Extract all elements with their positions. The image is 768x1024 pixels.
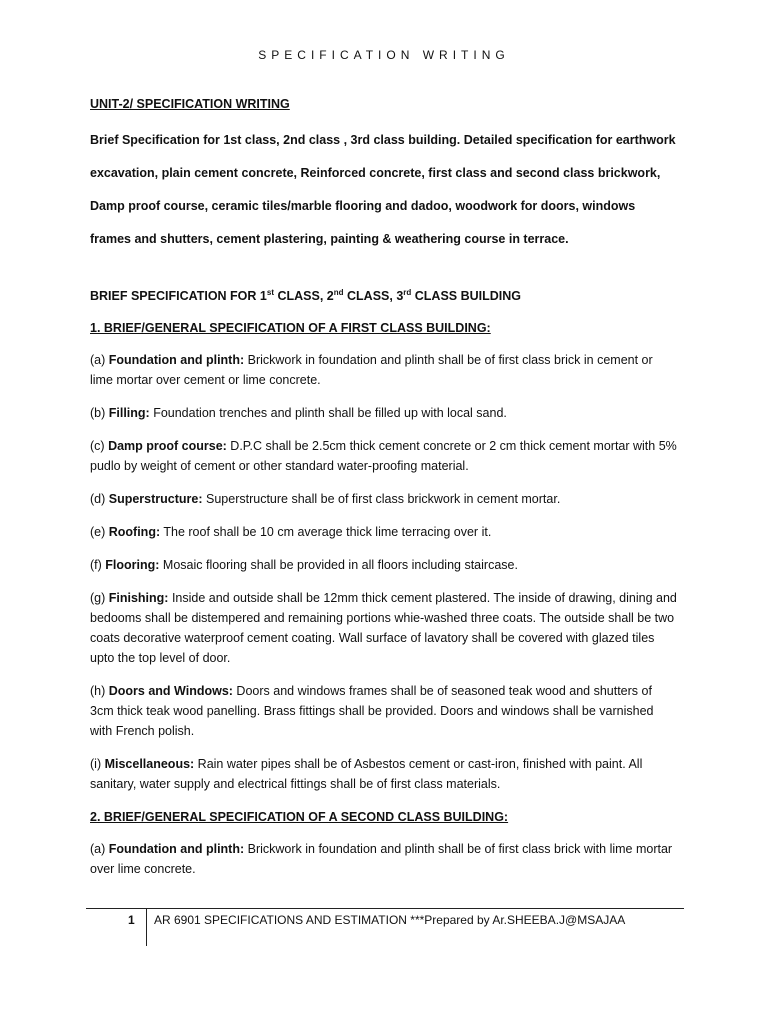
spec-item-foundation-second: (a) Foundation and plinth: Brickwork in foundation and plinth shall be of first class brick with lime mortar over lime concrete. [90,842,673,876]
unit-syllabus-intro: Brief Specification for 1st class, 2nd class , 3rd class building. Detailed specification for earthwork excavation, plain cement concrete, Reinforced concrete, first class and second class brickwork, Damp proof course, ceramic tiles/marble flooring and dadoo, woodwork for doors, windows frames and shutters, cement plastering, painting & weathering course in terrace. [90,133,676,246]
spec-item-doors-windows: (h) Doors and Windows: Doors and windows frames shall be of seasoned teak wood and shutters of 3cm thick teak wood panelling. Brass fittings shall be provided. Doors and windows shall be varnished with French polish. [90,684,654,738]
spec-item-finishing: (g) Finishing: Inside and outside shall be 12mm thick cement plastered. The inside of drawing, dining and bedooms shall be distempered and remaining portions whie-washed three coats. The outside shall be two coats decorative waterproof cement coating. Wall surface of lavatory shall be covered with glazed tiles upto the top level of door. [90,591,677,665]
spec-item-foundation: (a) Foundation and plinth: Brickwork in foundation and plinth shall be of first class brick in cement or lime mortar over cement or lime concrete. [90,353,653,387]
spec-item-miscellaneous: (i) Miscellaneous: Rain water pipes shall be of Asbestos cement or cast-iron, finished with paint. All sanitary, water supply and electrical fittings shall be of first class materials. [90,757,643,791]
section-title: BRIEF SPECIFICATION FOR 1st CLASS, 2nd CLASS, 3rd CLASS BUILDING [90,287,522,303]
footer-vertical-divider [146,908,147,946]
first-class-heading: 1. BRIEF/GENERAL SPECIFICATION OF A FIRST CLASS BUILDING: [90,321,491,335]
page-number: 1 [128,913,135,927]
unit-title: UNIT-2/ SPECIFICATION WRITING [90,97,290,111]
spec-item-damp-proof-course: (c) Damp proof course: D.P.C shall be 2.5cm thick cement concrete or 2 cm thick cement mortar with 5% pudlo by weight of cement or other standard water-proofing material. [90,439,677,473]
footer-text: AR 6901 SPECIFICATIONS AND ESTIMATION ***Prepared by Ar.SHEEBA.J@MSAJAA [154,913,626,927]
spec-item-flooring: (f) Flooring: Mosaic flooring shall be provided in all floors including staircase. [90,558,518,572]
page-content [90,94,678,892]
running-header: SPECIFICATION WRITING [258,48,510,62]
second-class-heading: 2. BRIEF/GENERAL SPECIFICATION OF A SECOND CLASS BUILDING: [90,810,509,824]
footer-divider [86,908,684,909]
first-class-list [90,350,678,794]
spec-item-roofing: (e) Roofing: The roof shall be 10 cm average thick lime terracing over it. [90,525,492,539]
spec-item-filling: (b) Filling: Foundation trenches and plinth shall be filled up with local sand. [90,406,507,420]
spec-item-superstructure: (d) Superstructure: Superstructure shall be of first class brickwork in cement mortar. [90,492,561,506]
second-class-list [90,839,678,879]
